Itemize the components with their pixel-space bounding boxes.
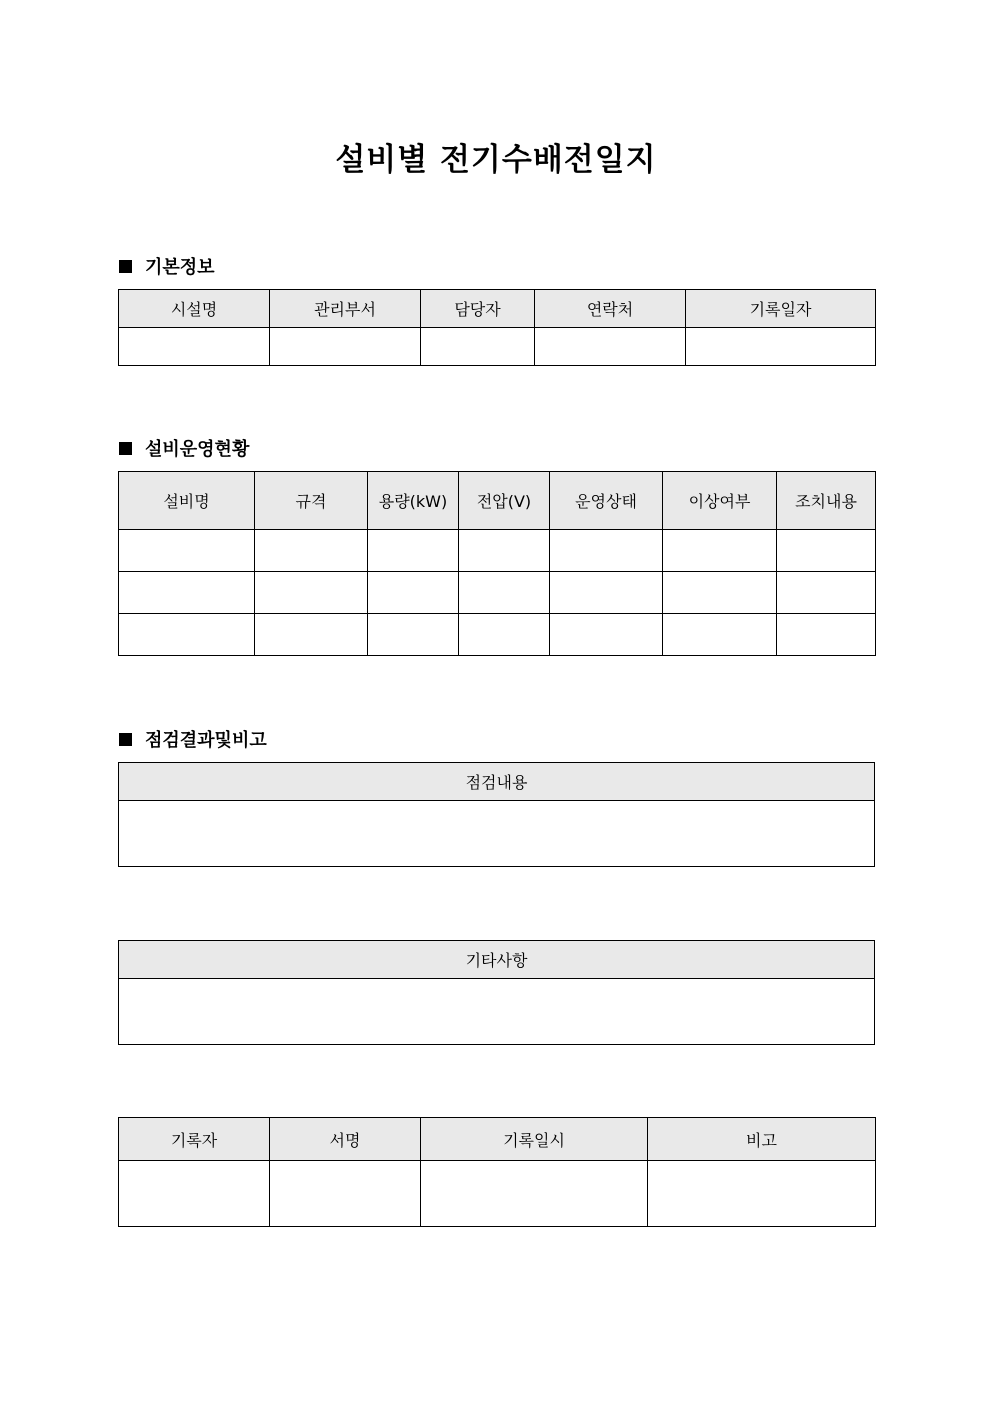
table-header-row bbox=[119, 472, 876, 530]
column-header-signature: 서명 bbox=[270, 1118, 421, 1161]
table-row bbox=[119, 530, 876, 572]
input-cell[interactable] bbox=[119, 572, 255, 614]
table-header-row bbox=[119, 941, 875, 979]
input-cell[interactable] bbox=[550, 530, 663, 572]
inspection-content-label: 점검내용 bbox=[119, 763, 875, 801]
table-row bbox=[119, 801, 875, 867]
input-cell[interactable] bbox=[550, 572, 663, 614]
input-cell[interactable] bbox=[270, 328, 421, 366]
square-bullet-icon bbox=[119, 260, 132, 273]
recorder-field[interactable] bbox=[119, 1161, 270, 1227]
input-cell[interactable] bbox=[368, 614, 459, 656]
column-header-record-datetime: 기록일시 bbox=[421, 1118, 648, 1161]
page-title: 설비별 전기수배전일지 bbox=[335, 142, 657, 178]
input-cell[interactable] bbox=[255, 530, 368, 572]
input-cell[interactable] bbox=[777, 614, 876, 656]
input-cell[interactable] bbox=[663, 572, 777, 614]
column-header-capacity: 용량(kW) bbox=[368, 472, 459, 530]
input-cell[interactable] bbox=[777, 572, 876, 614]
input-cell[interactable] bbox=[663, 614, 777, 656]
section-heading-inspection bbox=[119, 726, 267, 752]
inspection-content-field[interactable] bbox=[119, 801, 875, 867]
input-cell[interactable] bbox=[535, 328, 686, 366]
column-header-action-taken: 조치내용 bbox=[777, 472, 876, 530]
input-cell[interactable] bbox=[663, 530, 777, 572]
input-cell[interactable] bbox=[368, 530, 459, 572]
equipment-status-table bbox=[118, 471, 876, 656]
table-header-row bbox=[119, 1118, 876, 1161]
column-header-abnormality: 이상여부 bbox=[663, 472, 777, 530]
basic-info-table bbox=[118, 289, 876, 366]
column-header-remarks: 비고 bbox=[648, 1118, 876, 1161]
section-heading-text: 기본정보 bbox=[145, 257, 215, 278]
input-cell[interactable] bbox=[459, 572, 550, 614]
square-bullet-icon bbox=[119, 733, 132, 746]
table-row bbox=[119, 328, 876, 366]
input-cell[interactable] bbox=[119, 614, 255, 656]
input-cell[interactable] bbox=[777, 530, 876, 572]
other-notes-table bbox=[118, 940, 875, 1045]
input-cell[interactable] bbox=[421, 328, 535, 366]
table-row bbox=[119, 572, 876, 614]
signature-field[interactable] bbox=[270, 1161, 421, 1227]
column-header-spec: 규격 bbox=[255, 472, 368, 530]
column-header-department: 관리부서 bbox=[270, 290, 421, 328]
table-header-row bbox=[119, 290, 876, 328]
input-cell[interactable] bbox=[368, 572, 459, 614]
input-cell[interactable] bbox=[550, 614, 663, 656]
input-cell[interactable] bbox=[255, 572, 368, 614]
section-heading-equipment-status bbox=[119, 435, 249, 461]
signoff-table bbox=[118, 1117, 876, 1227]
column-header-equipment-name: 설비명 bbox=[119, 472, 255, 530]
input-cell[interactable] bbox=[119, 530, 255, 572]
record-datetime-field[interactable] bbox=[421, 1161, 648, 1227]
table-header-row bbox=[119, 763, 875, 801]
table-row bbox=[119, 614, 876, 656]
column-header-voltage: 전압(V) bbox=[459, 472, 550, 530]
column-header-recorder: 기록자 bbox=[119, 1118, 270, 1161]
section-heading-basic-info bbox=[119, 253, 215, 279]
column-header-facility-name: 시설명 bbox=[119, 290, 270, 328]
column-header-contact: 연락처 bbox=[535, 290, 686, 328]
input-cell[interactable] bbox=[459, 614, 550, 656]
other-notes-label: 기타사항 bbox=[119, 941, 875, 979]
input-cell[interactable] bbox=[686, 328, 876, 366]
other-notes-field[interactable] bbox=[119, 979, 875, 1045]
section-heading-text: 설비운영현황 bbox=[145, 439, 250, 460]
inspection-content-table bbox=[118, 762, 875, 867]
table-row bbox=[119, 1161, 876, 1227]
section-heading-text: 점검결과및비고 bbox=[145, 730, 267, 751]
table-row bbox=[119, 979, 875, 1045]
column-header-manager: 담당자 bbox=[421, 290, 535, 328]
input-cell[interactable] bbox=[459, 530, 550, 572]
remarks-field[interactable] bbox=[648, 1161, 876, 1227]
input-cell[interactable] bbox=[255, 614, 368, 656]
column-header-record-date: 기록일자 bbox=[686, 290, 876, 328]
square-bullet-icon bbox=[119, 442, 132, 455]
input-cell[interactable] bbox=[119, 328, 270, 366]
column-header-operating-status: 운영상태 bbox=[550, 472, 663, 530]
